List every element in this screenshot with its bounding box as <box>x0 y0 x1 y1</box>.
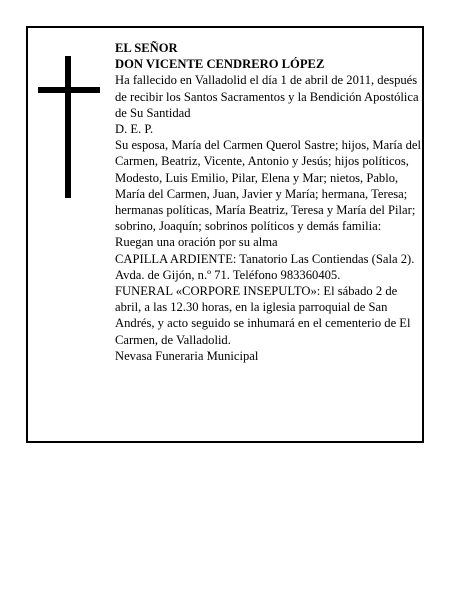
obituary-notice <box>26 26 424 443</box>
notice-text-block <box>115 40 425 364</box>
funeral-info: FUNERAL «CORPORE INSEPULTO»: El sábado 2 de abril, a las 12.30 horas, en la iglesia parroquial de San Andrés, y acto seguido se inhumará en el cementerio de El Carmen, de Valladolid. <box>115 284 411 347</box>
cross-icon <box>38 56 100 198</box>
family-list: Su esposa, María del Carmen Querol Sastre; hijos, María del Carmen, Beatriz, Vicente, Antonio y Jesús; hijos políticos, Modesto, Luis Emilio, Pilar, Elena y Mar; nietos, Pablo, María del Carmen, Juan, Javier y María; hermana, Teresa; hermanas políticas, María Beatriz, Teresa y María del Pilar; sobrino, Joaquín; sobrinos políticos y demás familia: <box>115 138 422 234</box>
cross-vertical-bar <box>65 56 71 198</box>
prayer-request: Ruegan una oración por su alma <box>115 235 278 250</box>
death-statement: Ha fallecido en Valladolid el día 1 de abril de 2011, después de recibir los Santos Sacramentos y la Bendición Apostólica de Su Santidad <box>115 73 419 120</box>
cross-horizontal-bar <box>38 87 100 93</box>
funeral-home: Nevasa Funeraria Municipal <box>115 348 259 363</box>
rip-line: D. E. P. <box>115 122 154 137</box>
deceased-name: DON VICENTE CENDRERO LÓPEZ <box>115 57 325 72</box>
chapel-info: CAPILLA ARDIENTE: Tanatorio Las Contiendas (Sala 2). Avda. de Gijón, n.º 71. Teléfono 983360405. <box>115 251 415 282</box>
notice-title: EL SEÑOR <box>115 41 178 55</box>
